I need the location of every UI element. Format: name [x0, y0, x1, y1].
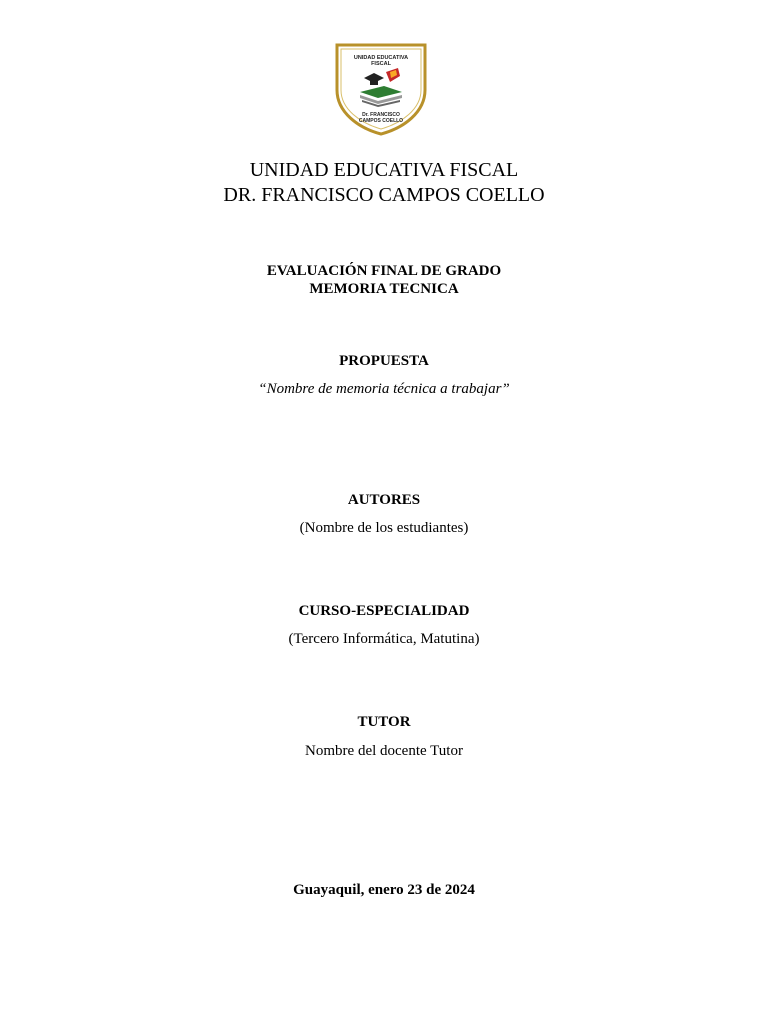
course-heading: CURSO-ESPECIALIDAD: [298, 603, 470, 619]
proposal-section: [0, 352, 768, 370]
evaluation-line-1: EVALUACIÓN FINAL DE GRADO: [266, 263, 502, 279]
evaluation-line-2: MEMORIA TECNICA: [309, 281, 459, 297]
course-section: [0, 602, 768, 620]
proposal-heading: PROPUESTA: [339, 353, 429, 369]
school-crest-icon: [334, 42, 428, 136]
authors-section: [0, 491, 768, 509]
crest-bottom-text-1: Dr. FRANCISCO: [362, 112, 400, 118]
crest-bottom-text-2: CAMPOS COELLO: [358, 118, 404, 124]
place-date: Guayaquil, enero 23 de 2024: [293, 882, 475, 898]
course-value: (Tercero Informática, Matutina): [288, 631, 480, 647]
authors-heading: AUTORES: [347, 492, 421, 508]
proposal-value: “Nombre de memoria técnica a trabajar”: [258, 381, 510, 397]
crest-top-text-1: UNIDAD EDUCATIVA: [353, 55, 409, 61]
tutor-value: Nombre del docente Tutor: [305, 743, 463, 759]
institution-name: [0, 158, 768, 208]
tutor-value-wrap: [0, 742, 768, 760]
tutor-heading: TUTOR: [357, 714, 411, 730]
course-value-wrap: [0, 630, 768, 648]
evaluation-title: [0, 262, 768, 298]
institution-line-1: UNIDAD EDUCATIVA FISCAL: [249, 159, 519, 181]
institution-line-2: DR. FRANCISCO CAMPOS COELLO: [223, 184, 545, 206]
place-date-section: [0, 881, 768, 899]
proposal-value-wrap: [0, 380, 768, 398]
tutor-section: [0, 713, 768, 731]
crest-top-text-2: FISCAL: [371, 61, 391, 67]
authors-value: (Nombre de los estudiantes): [299, 520, 469, 536]
authors-value-wrap: [0, 519, 768, 537]
